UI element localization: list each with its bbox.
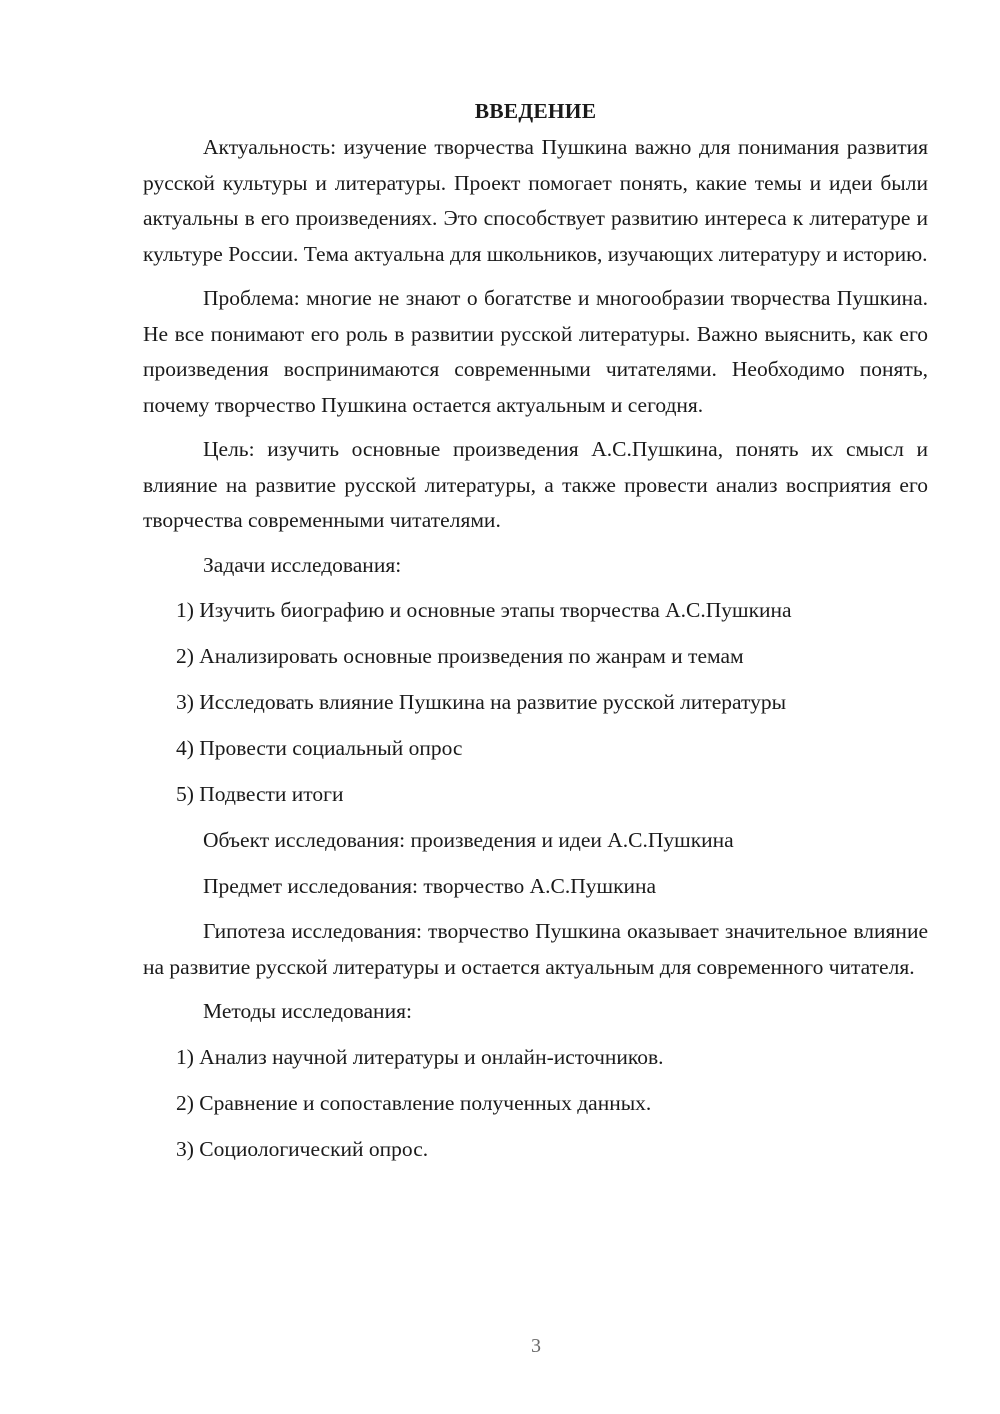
- tasks-heading: Задачи исследования:: [203, 552, 402, 577]
- hypothesis-paragraph: Гипотеза исследования: творчество Пушкина оказывает значительное влияние на развитие русской литературы и остается актуальным для современного читателя.: [143, 919, 928, 979]
- research-subject: Предмет исследования: творчество А.С.Пушкина: [203, 873, 657, 898]
- relevance-paragraph: Актуальность: изучение творчества Пушкина важно для понимания развития русской культуры и литературы. Проект помогает понять, какие темы и идеи были актуальны в его произведениях. Это способствует развитию интереса к литературе и культуре России. Тема актуальна для школьников, изучающих литературу и историю.: [143, 135, 928, 266]
- document-page: [143, 94, 928, 1178]
- task-item: 4) Провести социальный опрос: [176, 736, 463, 760]
- goal-paragraph: Цель: изучить основные произведения А.С.Пушкина, понять их смысл и влияние на развитие русской литературы, а также провести анализ восприятия его творчества современными читателями.: [143, 437, 928, 532]
- task-item: 3) Исследовать влияние Пушкина на развитие русской литературы: [176, 690, 787, 714]
- method-item: 1) Анализ научной литературы и онлайн-источников.: [176, 1044, 664, 1069]
- task-item: 1) Изучить биографию и основные этапы творчества А.С.Пушкина: [176, 598, 792, 622]
- method-item: 3) Социологический опрос.: [176, 1136, 429, 1161]
- research-object: Объект исследования: произведения и идеи А.С.Пушкина: [203, 828, 734, 852]
- section-title: ВВЕДЕНИЕ: [474, 99, 597, 123]
- method-item: 2) Сравнение и сопоставление полученных данных.: [176, 1090, 652, 1115]
- methods-list: [143, 1040, 928, 1168]
- task-item: 2) Анализировать основные произведения по жанрам и темам: [176, 644, 744, 668]
- tasks-list: [143, 593, 928, 813]
- page-number: 3: [531, 1335, 541, 1357]
- task-item: 5) Подвести итоги: [176, 782, 344, 806]
- problem-paragraph: Проблема: многие не знают о богатстве и многообразии творчества Пушкина. Не все понимают его роль в развитии русской литературы. Важно выяснить, как его произведения воспринимаются современными читателями. Необходимо понять, почему творчество Пушкина остается актуальным и сегодня.: [143, 286, 928, 417]
- methods-heading: Методы исследования:: [203, 999, 412, 1023]
